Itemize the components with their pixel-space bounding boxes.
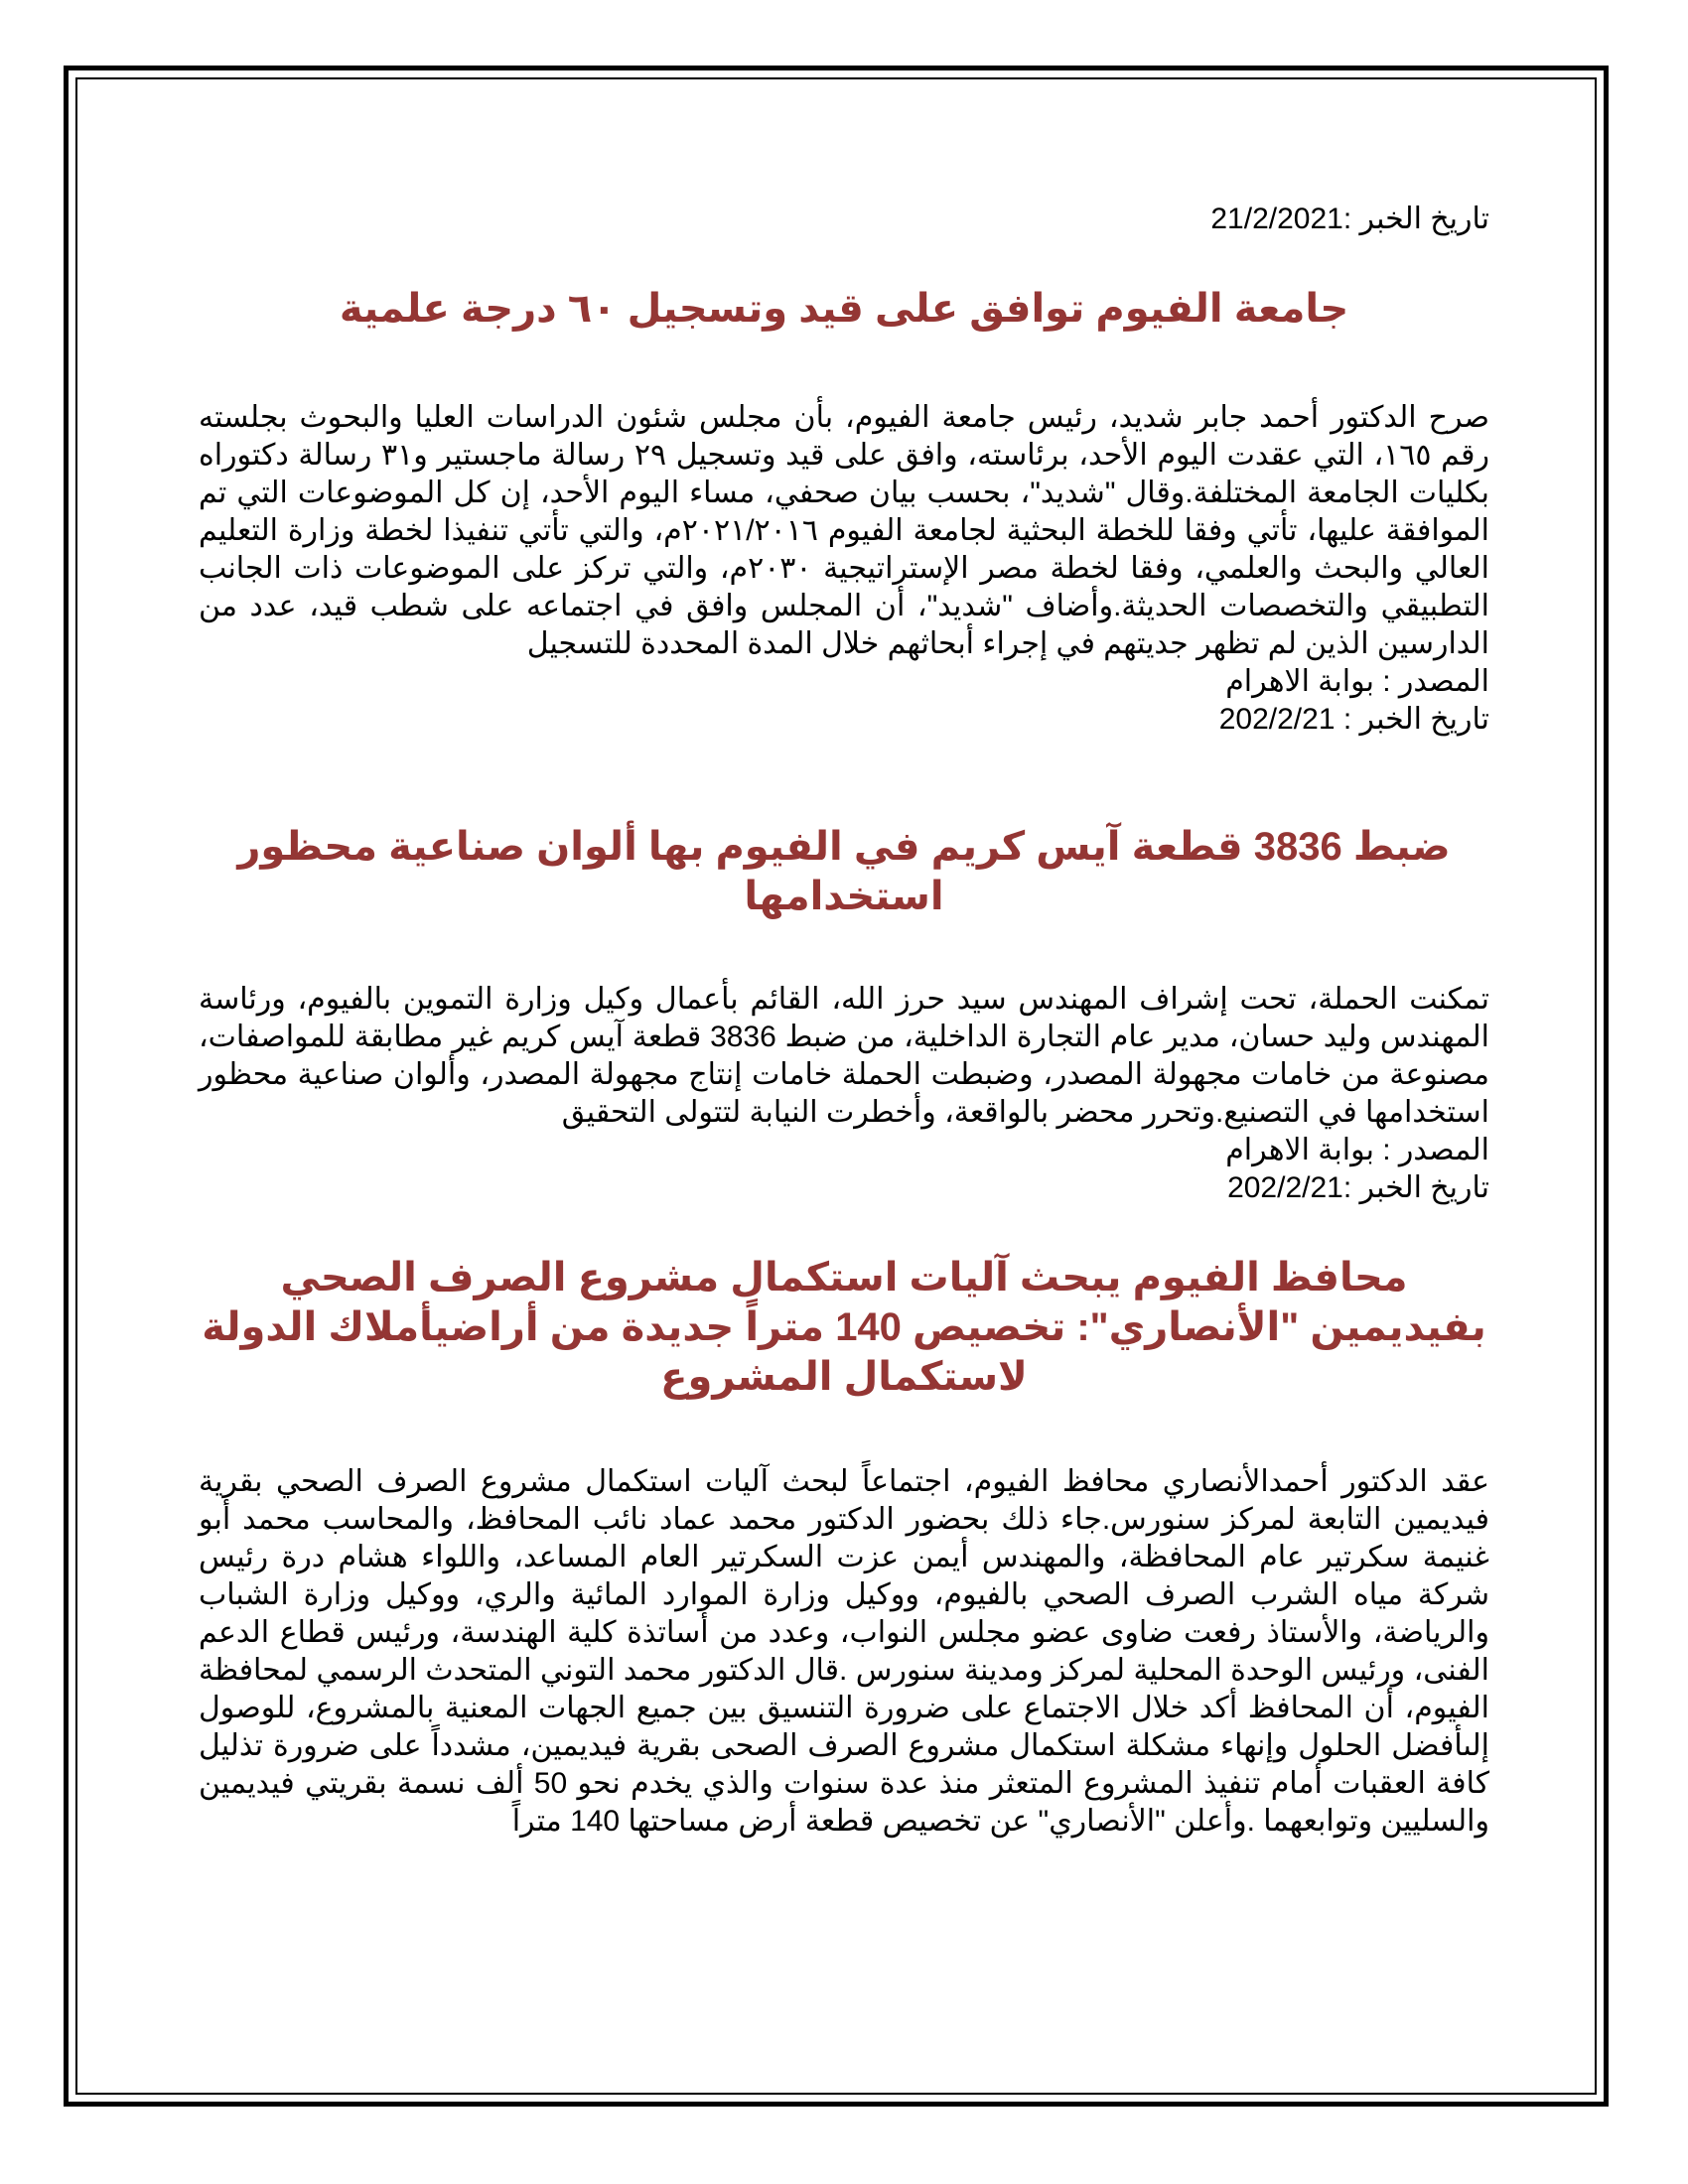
article-1-date: تاريخ الخبر : 202/2/21 (1218, 703, 1489, 736)
article-3-body: عقد الدكتور أحمدالأنصاري محافظ الفيوم، اجتماعاً لبحث آليات استكمال مشروع الصرف الصحي بقرية فيديمين التابعة لمركز سنورس.جاء ذلك بحضور الدكتور محمد عماد نائب المحافظ، والمحاسب محمد أبو غنيمة سكرتير عام المحافظة، والمهندس أيمن عزت السكرتير العام المساعد، واللواء هشام درة رئيس شركة مياه الشرب الصرف الصحي بالفيوم، ووكيل وزارة الموارد المائية والري، ووكيل وزارة الشباب والرياضة، والأستاذ رفعت ضاوى عضو مجلس النواب، وعدد من أساتذة كلية الهندسة، ورئيس قطاع الدعم الفنى، ورئيس الوحدة المحلية لمركز ومدينة سنورس .قال الدكتور محمد التوني المتحدث الرسمي لمحافظة الفيوم، أن المحافظ أكد خلال الاجتماع على ضرورة التنسيق بين جميع الجهات المعنية بالمشروع، للوصول إلىأفضل الحلول وإنهاء مشكلة استكمال مشروع الصرف الصحى بقرية فيديمين، مشدداً على ضرورة تذليل كافة العقبات أمام تنفيذ المشروع المتعثر منذ عدة سنوات والذي يخدم نحو 50 ألف نسمة بقريتي فيديمين والسليين وتوابعهما .وأعلن "الأنصاري" عن تخصيص قطعة أرض مساحتها 140 متراً (199, 1465, 1489, 1838)
article-3-title: محافظ الفيوم يبحث آليات استكمال مشروع الصرف الصحي بفيديمين "الأنصاري": تخصيص 140 متراً جديدة من أراضيأملاك الدولة لاستكمال المشروع (202, 1256, 1486, 1399)
article-2-date: تاريخ الخبر :202/2/21 (1227, 1171, 1489, 1204)
article-2-source: المصدر : بوابة الاهرام (1225, 1134, 1489, 1166)
article-2-body: تمكنت الحملة، تحت إشراف المهندس سيد حرز الله، القائم بأعمال وكيل وزارة التموين بالفيوم، ورئاسة المهندس وليد حسان، مدير عام التجارة الداخلية، من ضبط 3836 قطعة آيس كريم غير مطابقة للمواصفات، مصنوعة من خامات مجهولة المصدر، وضبطت الحملة خامات إنتاج مجهولة المصدر، وألوان صناعية محظور استخدامها في التصنيع.وتحرر محضر بالواقعة، وأخطرت النيابة لتتولى التحقيق (199, 983, 1489, 1129)
article-2-title: ضبط 3836 قطعة آيس كريم في الفيوم بها ألوان صناعية محظور استخدامها (237, 825, 1451, 918)
article-1-title: جامعة الفيوم توافق على قيد وتسجيل ٦٠ درجة علمية (339, 287, 1349, 331)
article-1-source: المصدر : بوابة الاهرام (1225, 665, 1489, 698)
article-1-date-line: تاريخ الخبر :21/2/2021 (1210, 203, 1489, 235)
article-1-body: صرح الدكتور أحمد جابر شديد، رئيس جامعة الفيوم، بأن مجلس شئون الدراسات العليا والبحوث بجلسته رقم ١٦٥، التي عقدت اليوم الأحد، برئاسته، وافق على قيد وتسجيل ٢٩ رسالة ماجستير و٣١ رسالة دكتوراه بكليات الجامعة المختلفة.وقال "شديد"، بحسب بيان صحفي، مساء اليوم الأحد، إن كل الموضوعات التي تم الموافقة عليها، تأتي وفقا للخطة البحثية لجامعة الفيوم ٢٠٢١/٢٠١٦م، والتي تأتي تنفيذا لخطة وزارة التعليم العالي والبحث والعلمي، وفقا لخطة مصر الإستراتيجية ٢٠٣٠م، والتي تركز على الموضوعات ذات الجانب التطبيقي والتخصصات الحديثة.وأضاف "شديد"، أن المجلس وافق في اجتماعه على شطب قيد، عدد من الدارسين الذين لم تظهر جديتهم في إجراء أبحاثهم خلال المدة المحددة للتسجيل (199, 401, 1490, 660)
document-body (199, 189, 1489, 1841)
